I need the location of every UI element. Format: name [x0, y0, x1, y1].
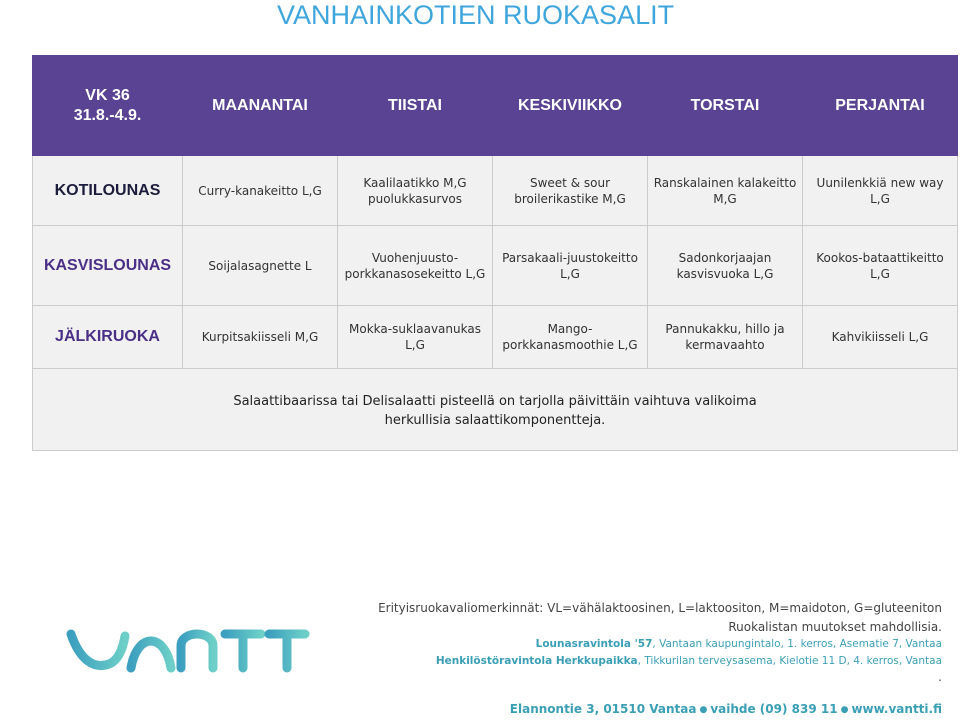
stray-mark: .: [938, 670, 942, 684]
day-header-monday: MAANANTAI: [183, 56, 338, 156]
menu-cell: Ranskalainen kalakeitto M,G: [648, 156, 803, 226]
row-label: JÄLKIRUOKA: [33, 306, 183, 369]
menu-cell: Soijalasagnette L: [183, 226, 338, 306]
menu-cell: Kookos-bataattikeitto L,G: [803, 226, 958, 306]
location-name: Lounasravintola '57: [535, 638, 653, 650]
menu-cell: Vuohenjuusto- porkkanasosekeitto L,G: [338, 226, 493, 306]
week-header: [33, 56, 183, 156]
menu-row-kasvislounas: [33, 226, 958, 306]
bullet-separator: ●: [840, 705, 849, 715]
changes-note: Ruokalistan muutokset mahdollisia.: [728, 620, 942, 634]
menu-table: [32, 55, 958, 451]
page-title: VANHAINKOTIEN RUOKASALIT: [277, 0, 675, 30]
location-details: , Tikkurilan terveysasema, Kielotie 11 D, 4. kerros, Vantaa: [637, 655, 942, 667]
day-header-thursday: TORSTAI: [648, 56, 803, 156]
menu-cell: Mango- porkkanasmoothie L,G: [493, 306, 648, 369]
menu-cell: Uunilenkkiä new way L,G: [803, 156, 958, 226]
menu-cell: Kurpitsakiisseli M,G: [183, 306, 338, 369]
menu-cell: Pannukakku, hillo ja kermavaahto: [648, 306, 803, 369]
contact-website: www.vantti.fi: [851, 702, 942, 716]
location-details: , Vantaan kaupungintalo, 1. kerros, Asematie 7, Vantaa: [652, 638, 942, 650]
menu-cell: Sadonkorjaajan kasvisvuoka L,G: [648, 226, 803, 306]
location-line: [536, 637, 942, 652]
contact-line: [510, 700, 942, 719]
day-header-wednesday: KESKIVIIKKO: [493, 56, 648, 156]
salad-row: [33, 369, 958, 451]
week-label: VK 36: [85, 86, 130, 104]
contact-address: Elannontie 3, 01510 Vantaa: [509, 702, 697, 716]
bullet-separator: ●: [699, 705, 708, 715]
location-name: Henkilöstöravintola Herkkupaikka: [435, 655, 638, 667]
header-row: [33, 56, 958, 156]
menu-cell: Curry-kanakeitto L,G: [183, 156, 338, 226]
diet-legend: Erityisruokavaliomerkinnät: VL=vähälaktoosinen, L=laktoositon, M=maidoton, G=gluteeniton: [378, 601, 942, 615]
menu-cell: Parsakaali-juustokeitto L,G: [493, 226, 648, 306]
contact-phone: vaihde (09) 839 11: [710, 702, 838, 716]
menu-cell: Kaalilaatikko M,G puolukkasurvos: [338, 156, 493, 226]
day-header-tuesday: TIISTAI: [338, 56, 493, 156]
vantti-logo: [65, 622, 325, 674]
menu-cell: Mokka-suklaavanukas L,G: [338, 306, 493, 369]
menu-cell: Kahvikiisseli L,G: [803, 306, 958, 369]
menu-row-jalkiruoka: [33, 306, 958, 369]
location-line: [436, 654, 942, 669]
day-header-friday: PERJANTAI: [803, 56, 958, 156]
row-label: KOTILOUNAS: [33, 156, 183, 226]
menu-row-kotilounas: [33, 156, 958, 226]
row-label: KASVISLOUNAS: [33, 226, 183, 306]
salad-note: Salaattibaarissa tai Delisalaatti pisteellä on tarjolla päivittäin vaihtuva valikoima herkullisia salaattikomponentteja.: [33, 369, 958, 451]
menu-cell: Sweet & sour broilerikastike M,G: [493, 156, 648, 226]
week-dates: 31.8.-4.9.: [73, 106, 142, 124]
